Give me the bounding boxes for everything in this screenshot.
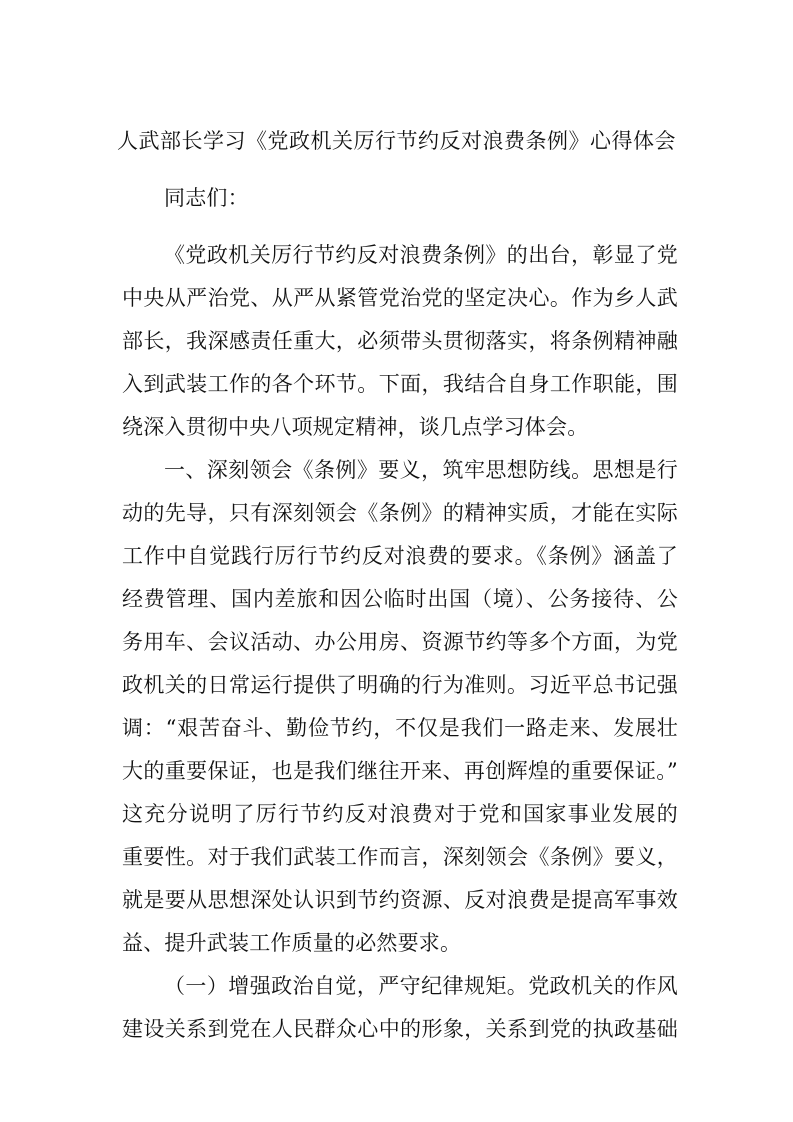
paragraph-line: 这充分说明了厉行节约反对浪费对于党和国家事业发展的 xyxy=(122,802,678,826)
paragraph-line: 部长，我深感责任重大，必须带头贯彻落实，将条例精神融 xyxy=(122,329,678,353)
paragraph-line: 建设关系到党在人民群众心中的形象，关系到党的执政基础 xyxy=(122,1017,678,1041)
paragraph-line: 经费管理、国内差旅和因公临时出国（境）、公务接待、公 xyxy=(122,587,678,611)
document-title: 人武部长学习《党政机关厉行节约反对浪费条例》心得体会 xyxy=(117,129,676,153)
paragraph-line: 重要性。对于我们武装工作而言，深刻领会《条例》要义， xyxy=(122,845,678,869)
salutation: 同志们： xyxy=(164,186,249,210)
paragraph-line: 入到武装工作的各个环节。下面，我结合自身工作职能，围 xyxy=(122,372,678,396)
paragraph-line: 益、提升武装工作质量的必然要求。 xyxy=(122,931,462,955)
paragraph-line: 务用车、会议活动、办公用房、资源节约等多个方面，为党 xyxy=(122,630,678,654)
paragraph-line: 动的先导，只有深刻领会《条例》的精神实质，才能在实际 xyxy=(122,501,678,525)
section-heading-line: 一、深刻领会《条例》要义，筑牢思想防线。思想是行 xyxy=(164,458,678,482)
paragraph-line: 大的重要保证，也是我们继往开来、再创辉煌的重要保证。” xyxy=(122,759,678,783)
subsection-heading-line: （一）增强政治自觉，严守纪律规矩。党政机关的作风 xyxy=(164,974,678,998)
paragraph-line: 工作中自觉践行厉行节约反对浪费的要求。《条例》涵盖了 xyxy=(122,544,678,568)
paragraph-line: 绕深入贯彻中央八项规定精神，谈几点学习体会。 xyxy=(122,415,589,439)
paragraph-line: 中央从严治党、从严从紧管党治党的坚定决心。作为乡人武 xyxy=(122,286,678,310)
paragraph-line: 《党政机关厉行节约反对浪费条例》的出台，彰显了党 xyxy=(164,243,678,267)
paragraph-line: 调：“艰苦奋斗、勤俭节约，不仅是我们一路走来、发展壮 xyxy=(122,716,678,740)
paragraph-line: 就是要从思想深处认识到节约资源、反对浪费是提高军事效 xyxy=(122,888,678,912)
paragraph-line: 政机关的日常运行提供了明确的行为准则。习近平总书记强 xyxy=(122,673,678,697)
